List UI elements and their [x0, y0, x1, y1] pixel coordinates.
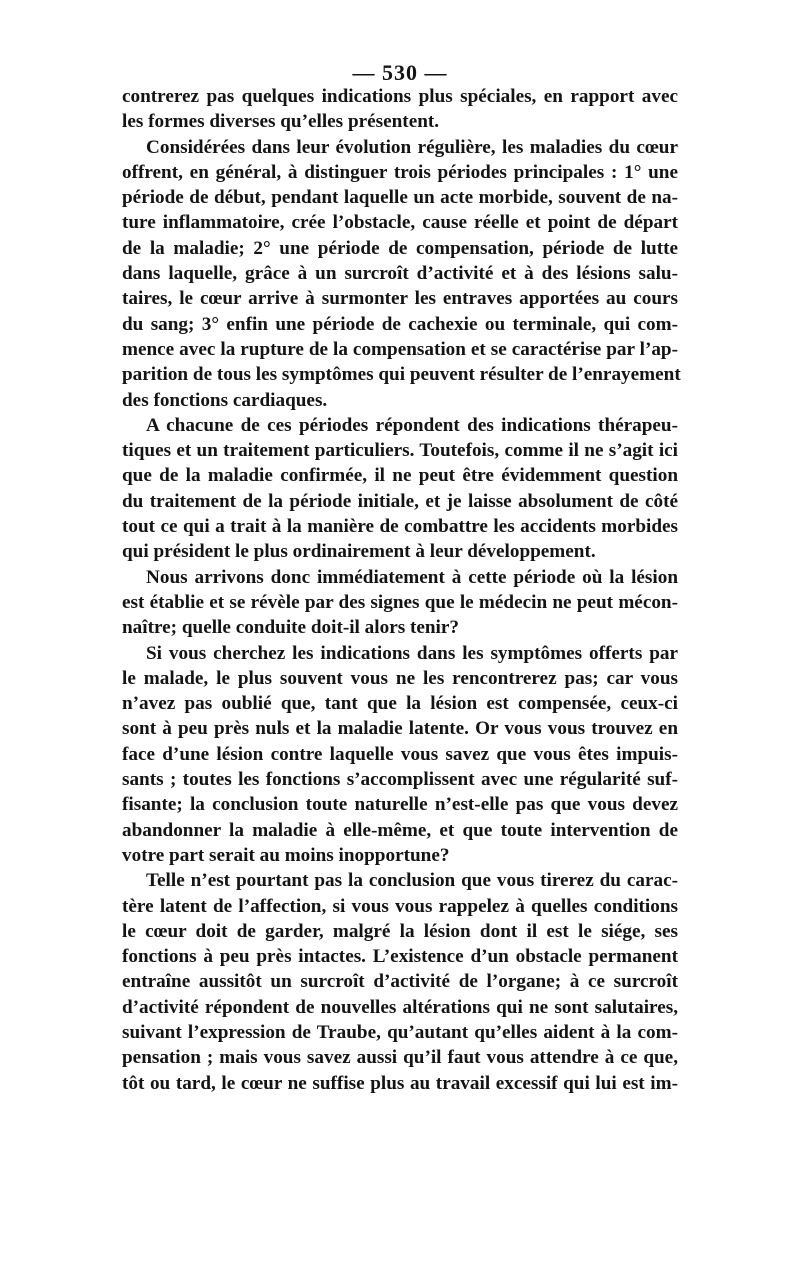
text-line: Telle n’est pourtant pas la conclusion que vous tirerez du carac-: [146, 870, 678, 892]
text-line: parition de tous les symptômes qui peuvent résulter de l’enrayement: [122, 364, 681, 386]
text-line: pensation ; mais vous savez aussi qu’il faut vous attendre à ce que,: [122, 1047, 678, 1069]
text-line: offrent, en général, à distinguer trois périodes principales : 1° une: [122, 161, 678, 183]
text-line: n’avez pas oublié que, tant que la lésion est compensée, ceux-ci: [122, 693, 678, 715]
text-line: sont à peu près nuls et la maladie latente. Or vous vous trouvez en: [122, 718, 678, 740]
text-line: entraîne aussitôt un surcroît d’activité de l’organe; à ce surcroît: [122, 971, 678, 993]
text-line: des fonctions cardiaques.: [122, 389, 328, 411]
text-line: Si vous cherchez les indications dans les symptômes offerts par: [146, 642, 678, 664]
text-line: les formes diverses qu’elles présentent.: [122, 111, 440, 133]
text-line: qui président le plus ordinairement à leur développement.: [122, 541, 596, 563]
text-line: abandonner la maladie à elle-même, et que toute intervention de: [122, 819, 678, 841]
text-line: du sang; 3° enfin une période de cachexie ou terminale, qui com-: [122, 313, 678, 335]
text-line: votre part serait au moins inopportune?: [122, 844, 450, 866]
text-line: le malade, le plus souvent vous ne les rencontrerez pas; car vous: [122, 667, 678, 689]
paragraph: [122, 868, 678, 1096]
page-number: — 530 —: [352, 60, 448, 85]
text-line: de la maladie; 2° une période de compensation, période de lutte: [122, 237, 678, 259]
text-line: Considérées dans leur évolution régulière, les maladies du cœur: [146, 136, 678, 158]
text-line: que de la maladie confirmée, il ne peut être évidemment question: [122, 465, 678, 487]
text-line: A chacune de ces périodes répondent des indications thérapeu-: [146, 414, 678, 436]
text-line: tiques et un traitement particuliers. Toutefois, comme il ne s’agit ici: [122, 440, 678, 462]
text-line: fisante; la conclusion toute naturelle n’est-elle pas que vous devez: [122, 794, 678, 816]
paragraph: [122, 641, 678, 869]
text-line: dans laquelle, grâce à un surcroît d’activité et à des lésions salu-: [122, 263, 678, 285]
text-line: taires, le cœur arrive à surmonter les entraves apportées au cours: [122, 288, 678, 310]
text-line: est établie et se révèle par des signes que le médecin ne peut mécon-: [122, 591, 678, 613]
text-line: suivant l’expression de Traube, qu’autant qu’elles aident à la com-: [122, 1021, 678, 1043]
text-line: le cœur doit de garder, malgré la lésion dont il est le siége, ses: [122, 920, 678, 942]
text-line: contrerez pas quelques indications plus spéciales, en rapport avec: [122, 86, 678, 107]
paragraph: [122, 84, 678, 135]
text-line: mence avec la rupture de la compensation et se caractérise par l’ap-: [122, 338, 678, 360]
text-line: tout ce qui a trait à la manière de combattre les accidents morbides: [122, 516, 678, 538]
paragraph: [122, 413, 678, 565]
paragraph: [122, 565, 678, 641]
text-line: Nous arrivons donc immédiatement à cette période où la lésion: [146, 566, 678, 588]
text-line: d’activité répondent de nouvelles altérations qui ne sont salutaires,: [122, 996, 678, 1018]
body-text: [122, 84, 681, 1096]
text-line: ture inflammatoire, crée l’obstacle, cause réelle et point de départ: [122, 212, 678, 234]
paragraph: [122, 135, 681, 413]
text-line: naître; quelle conduite doit-il alors tenir?: [122, 617, 459, 639]
text-line: période de début, pendant laquelle un acte morbide, souvent de na-: [122, 187, 678, 209]
text-line: face d’une lésion contre laquelle vous savez que vous êtes impuis-: [122, 743, 678, 765]
text-line: fonctions à peu près intactes. L’existence d’un obstacle permanent: [122, 946, 678, 968]
text-line: du traitement de la période initiale, et je laisse absolument de côté: [122, 490, 678, 512]
text-line: tôt ou tard, le cœur ne suffise plus au travail excessif qui lui est im-: [122, 1072, 678, 1094]
text-line: tère latent de l’affection, si vous vous rappelez à quelles conditions: [122, 895, 678, 917]
text-line: sants ; toutes les fonctions s’accomplissent avec une régularité suf-: [122, 769, 678, 791]
